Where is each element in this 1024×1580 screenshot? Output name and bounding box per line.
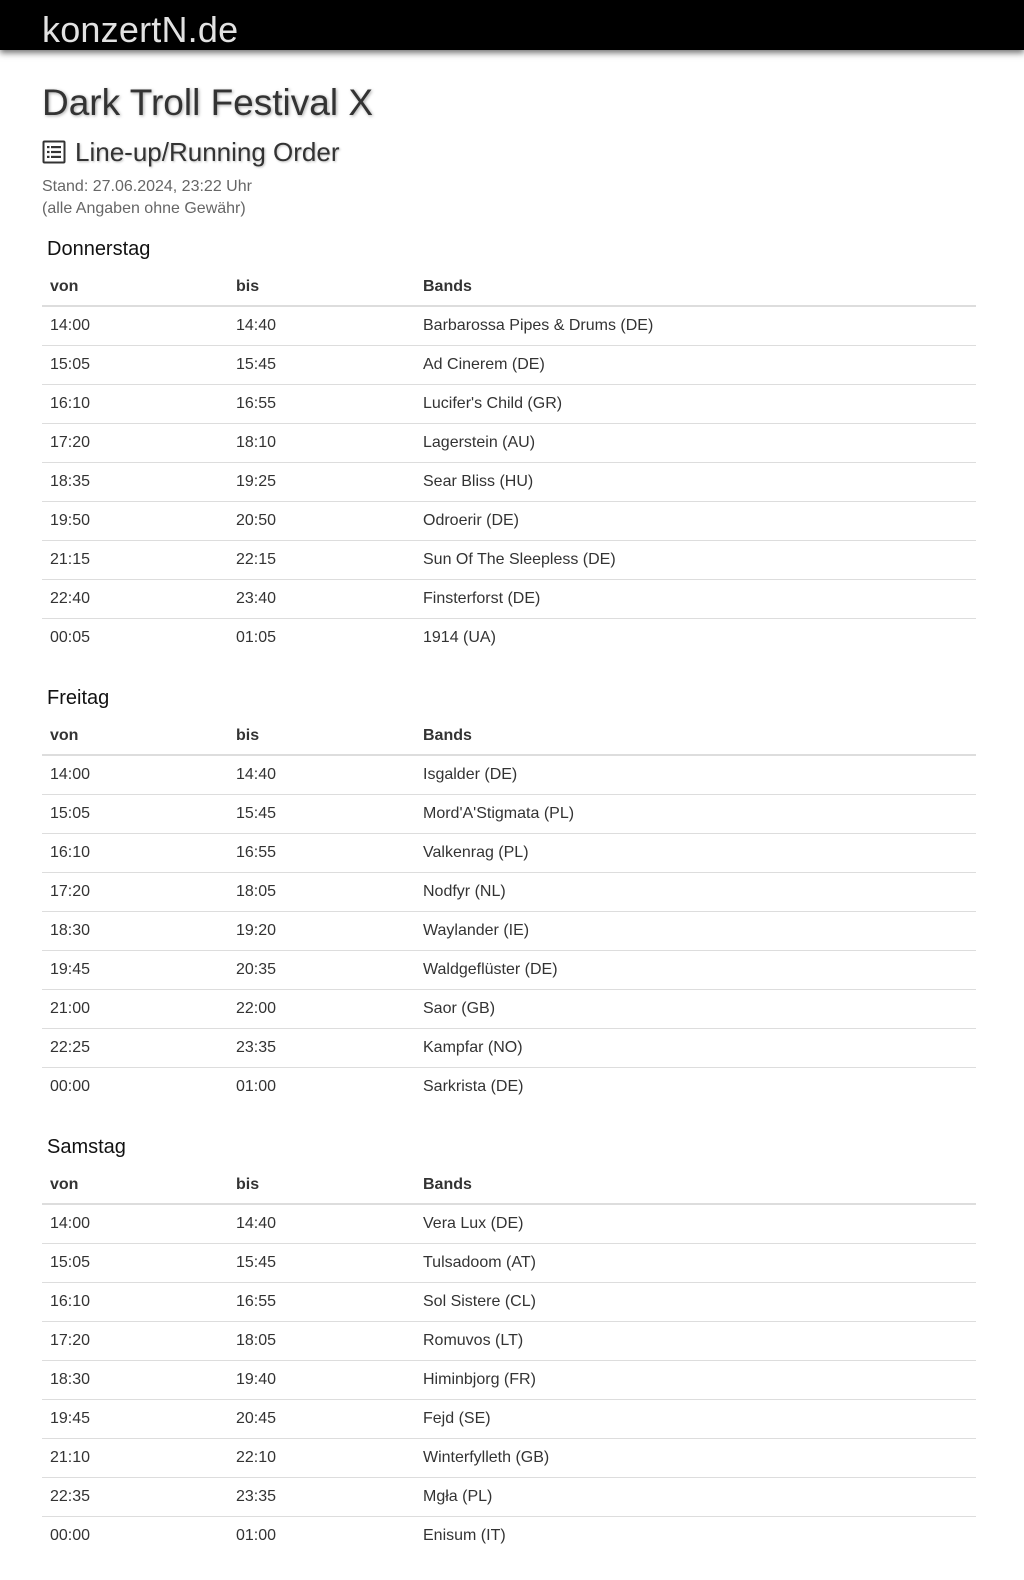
band-name: Himinbjorg (FR) (415, 1361, 976, 1400)
running-order (42, 236, 982, 1555)
band-name: Romuvos (LT) (415, 1322, 976, 1361)
day-title: Donnerstag (47, 238, 151, 260)
band-name: Enisum (IT) (415, 1517, 976, 1556)
start-time: 21:10 (42, 1439, 228, 1478)
end-time: 22:15 (228, 541, 415, 580)
start-time: 18:30 (42, 1361, 228, 1400)
band-name: Mord'A'Stigmata (PL) (415, 795, 976, 834)
end-time: 18:05 (228, 1322, 415, 1361)
day-title: Samstag (47, 1136, 126, 1158)
table-row (42, 541, 976, 580)
table-row (42, 1400, 976, 1439)
start-time: 16:10 (42, 385, 228, 424)
list-alt-icon (42, 140, 66, 164)
band-name: 1914 (UA) (415, 619, 976, 658)
start-time: 14:00 (50, 766, 91, 783)
table-row (42, 619, 976, 658)
column-header-bis: bis (228, 1166, 415, 1204)
start-time: 21:00 (42, 990, 228, 1029)
end-time: 22:00 (228, 990, 415, 1029)
table-row (42, 346, 976, 385)
table-row (42, 1068, 976, 1107)
start-time: 14:00 (50, 317, 91, 334)
table-row (42, 1478, 976, 1517)
day-title: Freitag (47, 687, 110, 709)
table-row (42, 502, 976, 541)
table-row (42, 385, 976, 424)
schedule-table (42, 1166, 976, 1555)
column-header-bands: Bands (415, 268, 976, 306)
start-time: 14:00 (50, 1215, 91, 1232)
table-header-row (42, 717, 976, 755)
band-name: Nodfyr (NL) (415, 873, 976, 912)
band-name: Lagerstein (AU) (415, 424, 976, 463)
end-time: 19:20 (228, 912, 415, 951)
top-navbar (0, 0, 1024, 50)
start-time: 17:20 (42, 1322, 228, 1361)
band-name: Fejd (SE) (415, 1400, 976, 1439)
schedule-table (42, 268, 976, 657)
end-time: 01:00 (228, 1517, 415, 1556)
band-name: Sarkrista (DE) (415, 1068, 976, 1107)
band-name: Isgalder (DE) (423, 766, 518, 783)
table-row (42, 912, 976, 951)
table-row (42, 990, 976, 1029)
column-header-bands: Bands (415, 717, 976, 755)
band-name: Sear Bliss (HU) (415, 463, 976, 502)
end-time: 20:50 (228, 502, 415, 541)
end-time: 15:45 (228, 1244, 415, 1283)
end-time: 23:35 (228, 1029, 415, 1068)
start-time: 22:35 (42, 1478, 228, 1517)
column-header-bis: bis (228, 268, 415, 306)
main-content (42, 50, 982, 1555)
start-time: 00:00 (42, 1517, 228, 1556)
table-row (42, 873, 976, 912)
section-title (42, 136, 982, 168)
band-name: Mgła (PL) (415, 1478, 976, 1517)
band-name: Kampfar (NO) (415, 1029, 976, 1068)
updated-timestamp: Stand: 27.06.2024, 23:22 Uhr (42, 178, 252, 195)
column-header-von: von (42, 1166, 228, 1204)
start-time: 19:45 (42, 951, 228, 990)
start-time: 00:00 (42, 1068, 228, 1107)
table-row (42, 795, 976, 834)
band-name: Valkenrag (PL) (415, 834, 976, 873)
start-time: 16:10 (42, 834, 228, 873)
table-row (42, 306, 976, 346)
end-time: 16:55 (228, 1283, 415, 1322)
column-header-bis: bis (228, 717, 415, 755)
disclaimer: (alle Angaben ohne Gewähr) (42, 200, 246, 217)
start-time: 18:30 (42, 912, 228, 951)
end-time: 20:35 (228, 951, 415, 990)
start-time: 15:05 (42, 346, 228, 385)
band-name: Finsterforst (DE) (415, 580, 976, 619)
end-time: 14:40 (236, 317, 277, 334)
end-time: 16:55 (228, 834, 415, 873)
table-row (42, 1029, 976, 1068)
end-time: 01:05 (228, 619, 415, 658)
end-time: 22:10 (228, 1439, 415, 1478)
band-name: Ad Cinerem (DE) (415, 346, 976, 385)
band-name: Saor (GB) (415, 990, 976, 1029)
start-time: 15:05 (42, 795, 228, 834)
band-name: Waldgeflüster (DE) (415, 951, 976, 990)
start-time: 22:40 (42, 580, 228, 619)
page-title: Dark Troll Festival X (42, 82, 374, 123)
band-name: Winterfylleth (GB) (415, 1439, 976, 1478)
table-row (42, 1283, 976, 1322)
end-time: 15:45 (228, 346, 415, 385)
band-name: Sol Sistere (CL) (415, 1283, 976, 1322)
band-name: Lucifer's Child (GR) (415, 385, 976, 424)
table-row (42, 424, 976, 463)
table-row (42, 580, 976, 619)
start-time: 15:05 (42, 1244, 228, 1283)
start-time: 18:35 (42, 463, 228, 502)
end-time: 23:35 (228, 1478, 415, 1517)
start-time: 16:10 (42, 1283, 228, 1322)
band-name: Sun Of The Sleepless (DE) (415, 541, 976, 580)
band-name: Odroerir (DE) (415, 502, 976, 541)
band-name: Vera Lux (DE) (423, 1215, 524, 1232)
table-header-row (42, 268, 976, 306)
section-title-text: Line-up/Running Order (75, 137, 340, 167)
end-time: 19:25 (228, 463, 415, 502)
schedule-table (42, 717, 976, 1106)
site-brand-link[interactable]: konzertN.de (42, 9, 239, 50)
end-time: 15:45 (228, 795, 415, 834)
table-row (42, 1439, 976, 1478)
start-time: 21:15 (42, 541, 228, 580)
end-time: 20:45 (228, 1400, 415, 1439)
table-row (42, 834, 976, 873)
end-time: 18:10 (228, 424, 415, 463)
table-row (42, 1244, 976, 1283)
end-time: 14:40 (236, 766, 277, 783)
update-info (42, 176, 982, 220)
end-time: 01:00 (228, 1068, 415, 1107)
start-time: 22:25 (42, 1029, 228, 1068)
start-time: 19:45 (42, 1400, 228, 1439)
column-header-von: von (42, 268, 228, 306)
end-time: 18:05 (228, 873, 415, 912)
table-row (42, 1322, 976, 1361)
start-time: 19:50 (42, 502, 228, 541)
table-row (42, 755, 976, 795)
end-time: 16:55 (228, 385, 415, 424)
table-row (42, 951, 976, 990)
table-row (42, 1517, 976, 1556)
table-header-row (42, 1166, 976, 1204)
start-time: 17:20 (42, 873, 228, 912)
end-time: 19:40 (228, 1361, 415, 1400)
start-time: 17:20 (42, 424, 228, 463)
column-header-bands: Bands (415, 1166, 976, 1204)
start-time: 00:05 (42, 619, 228, 658)
band-name: Waylander (IE) (415, 912, 976, 951)
band-name: Barbarossa Pipes & Drums (DE) (423, 317, 654, 334)
table-row (42, 1361, 976, 1400)
table-row (42, 463, 976, 502)
table-row (42, 1204, 976, 1244)
end-time: 14:40 (236, 1215, 277, 1232)
end-time: 23:40 (228, 580, 415, 619)
band-name: Tulsadoom (AT) (415, 1244, 976, 1283)
column-header-von: von (42, 717, 228, 755)
